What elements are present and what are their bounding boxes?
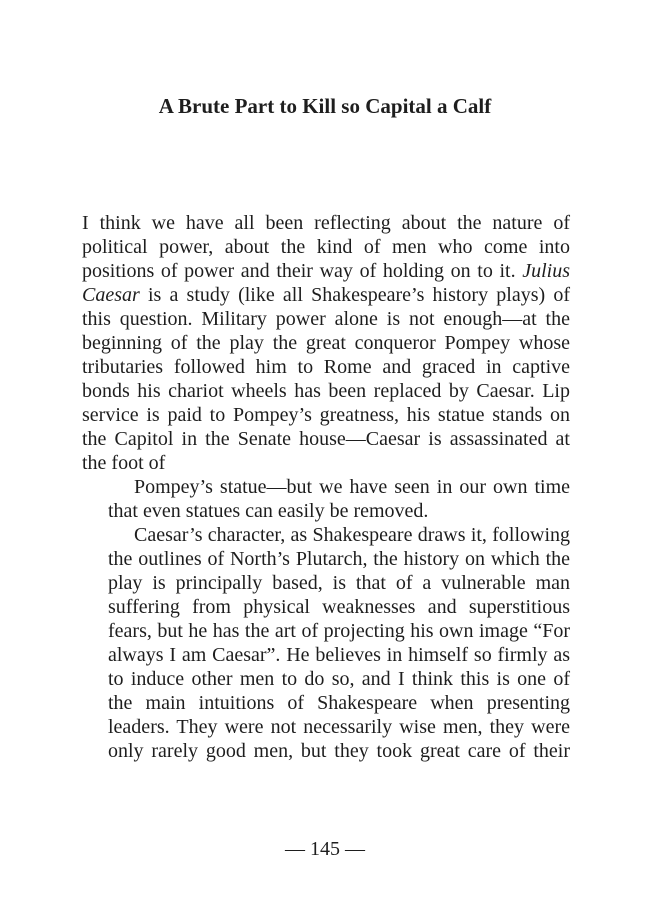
text-line: bonds his chariot wheels has been replaced by Caesar. Lip xyxy=(82,380,570,402)
text-line: suffering from physical weaknesses and superstitious xyxy=(108,596,570,618)
text-line-start: positions of power and their way of holding on to it. xyxy=(82,260,523,282)
text-line: that even statues can easily be removed. xyxy=(108,500,429,522)
text-line: I think we have all been reflecting about the nature of xyxy=(82,212,570,234)
text-line: only rarely good men, but they took great care of their xyxy=(108,740,570,762)
page-number: — 145 — xyxy=(285,838,365,860)
paragraph-3 xyxy=(82,523,570,763)
text-line: Pompey’s statue—but we have seen in our own time xyxy=(134,476,570,498)
text-line-rest: is a study (like all Shakespeare’s history plays) of xyxy=(139,284,570,306)
text-line: the outlines of North’s Plutarch, the history on which the xyxy=(108,548,570,570)
italic-title-fragment: Julius xyxy=(522,260,570,282)
text-line: service is paid to Pompey’s greatness, his statue stands on xyxy=(82,404,570,426)
text-line: beginning of the play the great conqueror Pompey whose xyxy=(82,332,570,354)
chapter-title: A Brute Part to Kill so Capital a Calf xyxy=(158,94,492,118)
text-line: tributaries followed him to Rome and graced in captive xyxy=(82,356,570,378)
text-line: play is principally based, is that of a vulnerable man xyxy=(108,572,570,594)
text-line: always I am Caesar”. He believes in himself so firmly as xyxy=(108,644,570,666)
body-text xyxy=(82,211,570,763)
text-line: this question. Military power alone is not enough—at the xyxy=(82,308,570,330)
text-line: fears, but he has the art of projecting his own image “For xyxy=(108,620,570,642)
paragraph-2 xyxy=(82,475,570,523)
text-line xyxy=(82,259,570,283)
paragraph-1 xyxy=(82,211,570,475)
text-line: the Capitol in the Senate house—Caesar is assassinated at xyxy=(82,428,570,450)
text-line: Caesar’s character, as Shakespeare draws it, following xyxy=(134,524,570,546)
text-line: to induce other men to do so, and I think this is one of xyxy=(108,668,570,690)
text-line xyxy=(82,283,570,307)
text-line: leaders. They were not necessarily wise men, they were xyxy=(108,716,570,738)
text-line: the foot of xyxy=(82,452,166,474)
italic-title-fragment: Caesar xyxy=(82,284,140,306)
text-line: political power, about the kind of men who come into xyxy=(82,236,570,258)
text-line: the main intuitions of Shakespeare when presenting xyxy=(108,692,570,714)
